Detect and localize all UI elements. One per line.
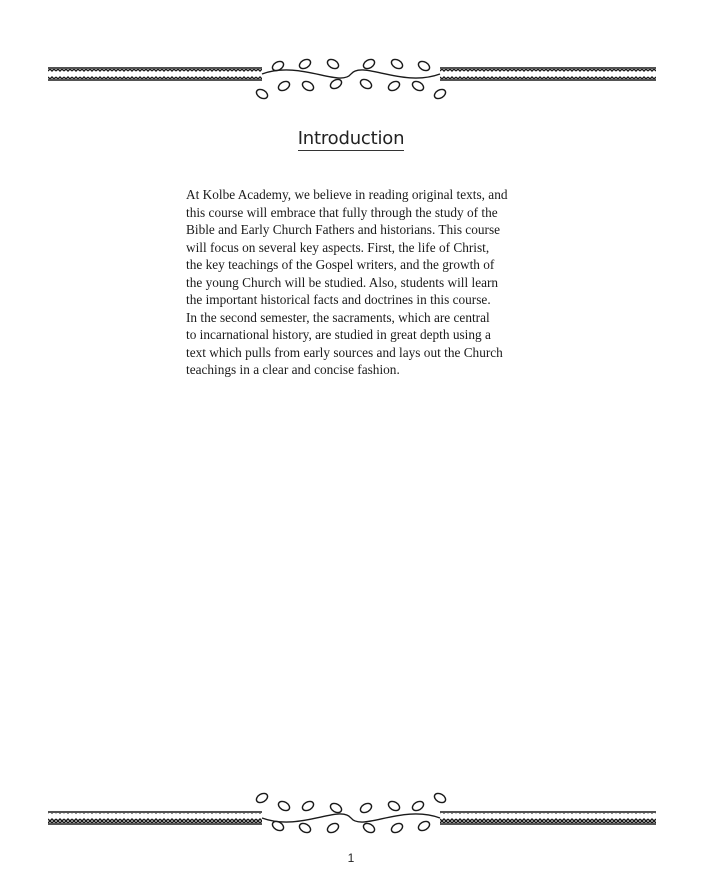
paragraph-line: to incarnational history, are studied in great depth using a xyxy=(186,327,491,342)
paragraph-line: text which pulls from early sources and lays out the Church xyxy=(186,344,503,360)
paragraph-line: the important historical facts and doctrines in this course. xyxy=(186,292,491,307)
intro-paragraph xyxy=(186,186,516,379)
right-braid-band xyxy=(440,812,656,824)
page-number: 1 xyxy=(347,851,355,865)
laurel-vine-icon xyxy=(255,58,447,101)
laurel-vine-icon xyxy=(255,792,447,835)
left-braid-band xyxy=(48,812,262,824)
heading-text: Introduction xyxy=(297,128,405,149)
paragraph-line: At Kolbe Academy, we believe in reading original texts, and xyxy=(186,187,508,202)
paragraph-line: will focus on several key aspects. First, the life of Christ, xyxy=(186,239,490,255)
right-braid-band xyxy=(440,68,656,80)
page-title xyxy=(0,128,702,149)
paragraph-line: teachings in a clear and concise fashion. xyxy=(186,362,400,377)
top-ornament-divider xyxy=(0,54,702,110)
paragraph-line: In the second semester, the sacraments, which are central xyxy=(186,309,490,325)
paragraph-line: Bible and Early Church Fathers and historians. This course xyxy=(186,222,501,237)
left-braid-band xyxy=(48,68,262,80)
bottom-ornament-divider xyxy=(0,786,702,842)
paragraph-line: the key teachings of the Gospel writers, and the growth of xyxy=(186,257,495,272)
paragraph-line: this course will embrace that fully through the study of the xyxy=(186,204,498,220)
paragraph-line: the young Church will be studied. Also, students will learn xyxy=(186,274,499,290)
